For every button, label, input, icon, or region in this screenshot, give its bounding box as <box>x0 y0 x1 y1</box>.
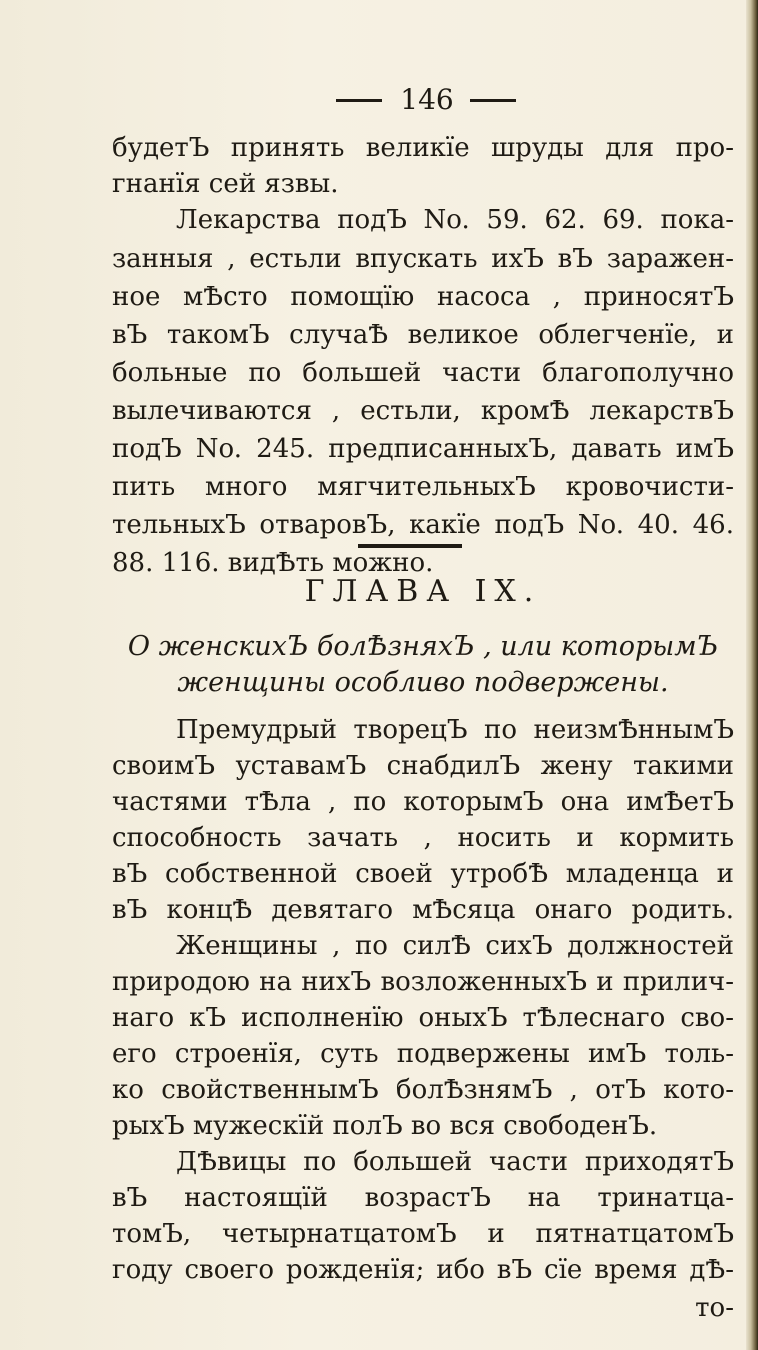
text-line: частями тѢла , по которымЪ она имѢетЪ <box>112 787 734 817</box>
text-line: способность зачать , носить и кормить <box>112 823 734 853</box>
text-line: ко свойственнымЪ болѢзнямЪ , отЪ кото- <box>112 1075 734 1105</box>
text-line: своимЪ уставамЪ снабдилЪ жену такими <box>112 751 734 781</box>
text-line: пить много мягчительныхЪ кровочисти- <box>112 472 734 502</box>
text-line: вЪ собственной своей утробѢ младенца и <box>112 859 734 889</box>
text-line: вЪ концѢ девятаго мѢсяца онаго родить. <box>112 895 734 925</box>
text-line: гнанїя сей язвы. <box>112 169 339 199</box>
text-line: Лекарства подЪ No. 59. 62. 69. пока- <box>176 205 734 235</box>
text-line: вЪ настоящїй возрастЪ на тринатца- <box>112 1183 734 1213</box>
page-header <box>0 80 758 120</box>
chapter-heading: ГЛАВА IX. <box>304 574 542 609</box>
text-line: тельныхЪ отваровЪ, какїе подЪ No. 40. 46. <box>112 510 734 540</box>
text-line: его строенїя, суть подвержены имЪ толь- <box>112 1039 734 1069</box>
text-line: рыхЪ мужескїй полЪ во вся свободенЪ. <box>112 1111 658 1141</box>
text-line: Женщины , по силѢ сихЪ должностей <box>176 931 734 961</box>
text-line: наго кЪ исполненїю оныхЪ тѢлеснаго сво- <box>112 1003 734 1033</box>
section-divider <box>358 544 462 548</box>
text-line: ДѢвицы по большей части приходятЪ <box>176 1147 734 1177</box>
page-number: 146 <box>400 83 454 116</box>
catchword: то- <box>695 1293 734 1323</box>
text-line: природою на нихЪ возложенныхЪ и прилич- <box>112 967 734 997</box>
text-line: ное мѢсто помощїю насоса , приносятЪ <box>112 282 734 312</box>
text-line: вылечиваются , естьли, кромѢ лекарствЪ <box>112 396 734 426</box>
text-line: томЪ, четырнатцатомЪ и пятнатцатомЪ <box>112 1219 734 1249</box>
text-line: 88. 116. видѢть можно. <box>112 548 434 578</box>
header-dash-left <box>336 99 382 102</box>
header-dash-right <box>470 99 516 102</box>
text-line: вЪ такомЪ случаѢ великое облегченїе, и <box>112 320 734 350</box>
text-line: будетЪ принять великїе шруды для про- <box>112 133 734 163</box>
text-line: подЪ No. 245. предписанныхЪ, давать имЪ <box>112 434 734 464</box>
chapter-subtitle-line: О женскихЪ болѢзняхЪ , или которымЪ <box>127 631 719 662</box>
chapter-subtitle-line: женщины особливо подвержены. <box>177 667 669 698</box>
page-edge-shadow <box>746 0 758 1350</box>
text-line: занныя , естьли впускать ихЪ вЪ заражен- <box>112 244 734 274</box>
text-line: больные по большей части благополучно <box>112 358 734 388</box>
text-line: году своего рожденїя; ибо вЪ сїе время дѢ- <box>112 1255 734 1285</box>
text-line: Премудрый творецЪ по неизмѢннымЪ <box>176 715 734 745</box>
